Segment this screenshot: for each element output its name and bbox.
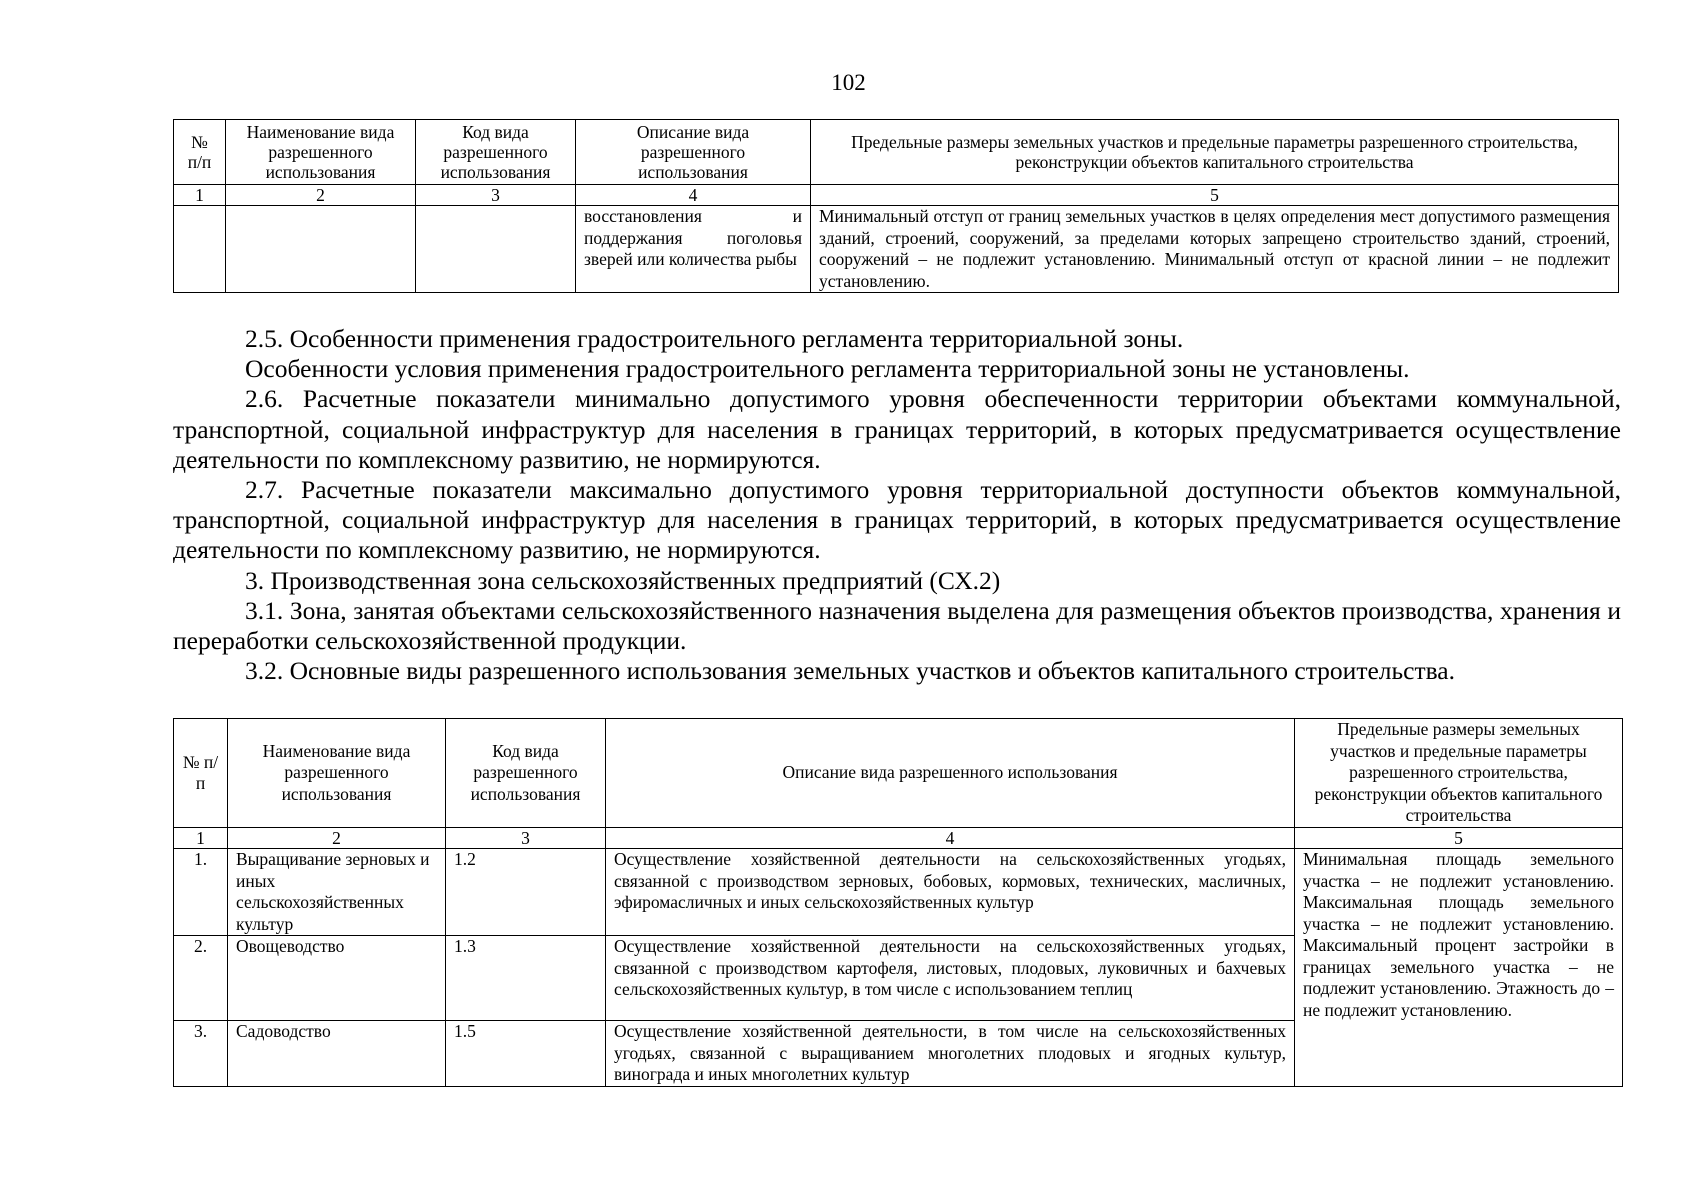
table-header-row xyxy=(174,719,1623,828)
paragraph-3-2: 3.2. Основные виды разрешенного использования земельных участков и объектов капитального строительства. xyxy=(245,656,1455,686)
land-use-table-continued xyxy=(173,119,1619,293)
header-use-description: Описание вида разрешенного использования xyxy=(576,120,811,185)
column-number-row xyxy=(174,828,1623,849)
limit-parameters-cell: Минимальный отступ от границ земельных участков в целях определения мест допустимого размещения зданий, строений, сооружений, за пределами которых запрещено строительство зданий, строений, сооружений – не подлежит установлению. Минимальный отступ от красной линии – не подлежит установлению. xyxy=(811,206,1619,293)
table-header-row xyxy=(174,120,1619,185)
column-number: 2 xyxy=(226,185,416,206)
table-row xyxy=(174,206,1619,293)
header-use-description: Описание вида разрешенного использования xyxy=(606,719,1295,828)
column-number: 5 xyxy=(811,185,1619,206)
use-code-cell: 1.2 xyxy=(446,849,606,936)
use-name-cell: Выращивание зерновых и иных сельскохозяйственных культур xyxy=(228,849,446,936)
use-name-cell: Овощеводство xyxy=(228,936,446,1021)
header-use-code: Код вида разрешенного использования xyxy=(446,719,606,828)
header-limit-parameters: Предельные размеры земельных участков и предельные параметры разрешенного строительства, реконструкции объектов капитального строительства xyxy=(1295,719,1623,828)
use-description-cell: восстановления и поддержания поголовья зверей или количества рыбы xyxy=(576,206,811,293)
row-number-cell: 2. xyxy=(174,936,228,1021)
main-land-use-table xyxy=(173,718,1623,1087)
column-number: 2 xyxy=(228,828,446,849)
limit-parameters-cell: Минимальная площадь земельного участка – не подлежит установлению. Максимальная площадь земельного участка – не подлежит установлению. Максимальный процент застройки в границах земельного участка – не подлежит установлению. Этажность до – не подлежит установлению. xyxy=(1295,849,1623,1087)
use-name-cell: Садоводство xyxy=(228,1021,446,1087)
use-name-cell xyxy=(226,206,416,293)
section-heading-3: 3. Производственная зона сельскохозяйственных предприятий (СХ.2) xyxy=(245,565,1001,595)
header-limit-parameters: Предельные размеры земельных участков и предельные параметры разрешенного строительства, реконструкции объектов капитального строительства xyxy=(811,120,1619,185)
column-number: 1 xyxy=(174,185,226,206)
row-number-cell: 3. xyxy=(174,1021,228,1087)
use-code-cell xyxy=(416,206,576,293)
header-use-name: Наименование вида разрешенного использования xyxy=(228,719,446,828)
table-row xyxy=(174,849,1623,936)
column-number: 4 xyxy=(606,828,1295,849)
use-code-cell: 1.5 xyxy=(446,1021,606,1087)
column-number-row xyxy=(174,185,1619,206)
use-description-cell: Осуществление хозяйственной деятельности на сельскохозяйственных угодьях, связанной с производством картофеля, листовых, плодовых, луковичных и бахчевых сельскохозяйственных культур, в том числе с использованием теплиц xyxy=(606,936,1295,1021)
paragraph-2-6: 2.6. Расчетные показатели минимально допустимого уровня обеспеченности территории объектами коммунальной, транспортной, социальной инфраструктур для населения в границах территорий, в которых предусматривается осуществление деятельности по комплексному развитию, не нормируются. xyxy=(173,384,1621,474)
column-number: 3 xyxy=(416,185,576,206)
row-number-cell xyxy=(174,206,226,293)
header-number: № п/п xyxy=(174,719,228,828)
column-number: 5 xyxy=(1295,828,1623,849)
paragraph-2-5: 2.5. Особенности применения градостроительного регламента территориальной зоны. xyxy=(245,324,1184,353)
paragraph-3-1: 3.1. Зона, занятая объектами сельскохозяйственного назначения выделена для размещения объектов производства, хранения и переработки сельскохозяйственной продукции. xyxy=(173,595,1621,656)
use-description-cell: Осуществление хозяйственной деятельности, в том числе на сельскохозяйственных угодьях, связанной с выращиванием многолетних плодовых и ягодных культур, винограда и иных многолетних культур xyxy=(606,1021,1295,1087)
column-number: 3 xyxy=(446,828,606,849)
use-code-cell: 1.3 xyxy=(446,936,606,1021)
header-number: № п/п xyxy=(174,120,226,185)
header-use-code: Код вида разрешенного использования xyxy=(416,120,576,185)
paragraph-2-7: 2.7. Расчетные показатели максимально допустимого уровня территориальной доступности объектов коммунальной, транспортной, социальной инфраструктур для населения в границах территорий, в которых предусматривается осуществление деятельности по комплексному развитию, не нормируются. xyxy=(173,475,1621,565)
paragraph-features: Особенности условия применения градостроительного регламента территориальной зоны не установлены. xyxy=(245,354,1410,384)
header-use-name: Наименование вида разрешенного использования xyxy=(226,120,416,185)
use-description-cell: Осуществление хозяйственной деятельности на сельскохозяйственных угодьях, связанной с производством зерновых, бобовых, кормовых, технических, масличных, эфиромасличных и иных сельскохозяйственных культур xyxy=(606,849,1295,936)
column-number: 1 xyxy=(174,828,228,849)
row-number-cell: 1. xyxy=(174,849,228,936)
body-text xyxy=(173,324,1621,686)
page-number: 102 xyxy=(831,70,866,95)
column-number: 4 xyxy=(576,185,811,206)
